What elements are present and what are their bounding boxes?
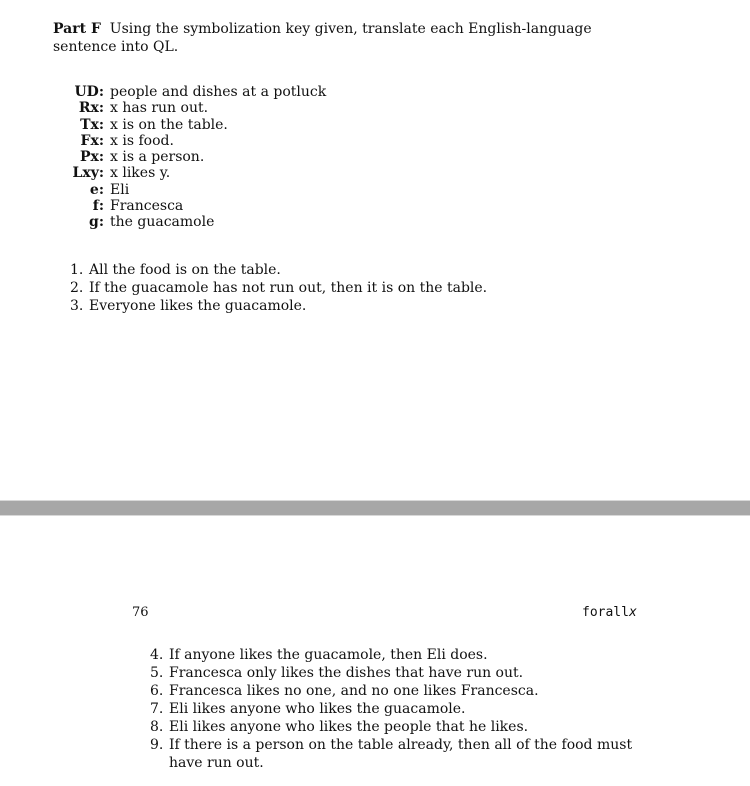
key-symbol: Rx: <box>78 100 104 117</box>
key-meaning: x is a person. <box>110 149 205 166</box>
item-number: 5. <box>150 665 164 681</box>
list-item <box>150 700 650 718</box>
key-row <box>60 214 326 230</box>
key-row <box>60 165 326 181</box>
key-symbol: Px: <box>79 149 104 166</box>
key-symbol: f: <box>92 198 104 215</box>
key-row <box>60 149 326 165</box>
item-number: 1. <box>70 262 84 278</box>
page-divider <box>0 500 750 516</box>
key-symbol: e: <box>89 181 104 198</box>
key-row <box>60 84 326 100</box>
key-row <box>60 198 326 214</box>
key-meaning: Eli <box>110 181 130 198</box>
item-number: 2. <box>70 280 84 296</box>
key-row <box>60 182 326 198</box>
list-item <box>70 279 487 297</box>
instruction-text: Using the symbolization key given, translate each English-language sentence into QL. <box>53 21 592 55</box>
page-bottom <box>0 516 750 786</box>
item-number: 9. <box>150 737 164 753</box>
key-meaning: people and dishes at a potluck <box>110 84 327 100</box>
item-text: Everyone likes the guacamole. <box>89 298 307 314</box>
running-head-text: forall <box>582 605 629 620</box>
running-head <box>582 605 637 620</box>
item-text: If there is a person on the table already, then all of the food must have run out. <box>169 737 633 771</box>
list-item <box>150 646 650 664</box>
key-meaning: x is on the table. <box>110 116 228 133</box>
list-item <box>150 718 650 736</box>
part-heading: Part F <box>53 21 101 37</box>
item-text: If anyone likes the guacamole, then Eli does. <box>169 647 488 663</box>
item-number: 3. <box>70 298 84 314</box>
key-meaning: Francesca <box>110 198 184 215</box>
key-meaning: x is food. <box>110 132 174 149</box>
key-meaning: the guacamole <box>110 214 215 231</box>
instruction-paragraph <box>53 20 593 56</box>
chi-symbol: x <box>628 605 637 620</box>
key-symbol: Lxy: <box>72 165 104 182</box>
item-text: Francesca likes no one, and no one likes Francesca. <box>169 683 539 699</box>
exercise-list-continued <box>150 646 650 772</box>
key-symbol: UD: <box>74 84 104 100</box>
key-row <box>60 133 326 149</box>
page-number: 76 <box>132 605 149 620</box>
item-text: Francesca only likes the dishes that have run out. <box>169 665 524 681</box>
item-text: Eli likes anyone who likes the people that he likes. <box>169 719 529 735</box>
list-item <box>150 736 650 772</box>
key-symbol: Tx: <box>80 116 104 133</box>
item-text: All the food is on the table. <box>89 262 281 278</box>
key-meaning: x likes y. <box>110 165 171 182</box>
key-symbol: Fx: <box>80 132 104 149</box>
item-text: Eli likes anyone who likes the guacamole. <box>169 701 466 717</box>
item-number: 8. <box>150 719 164 735</box>
key-row <box>60 117 326 133</box>
list-item <box>70 261 487 279</box>
key-meaning: x has run out. <box>110 100 209 117</box>
symbolization-key <box>60 84 326 231</box>
item-number: 7. <box>150 701 164 717</box>
item-text: If the guacamole has not run out, then it is on the table. <box>89 280 488 296</box>
item-number: 6. <box>150 683 164 699</box>
exercise-list <box>70 261 487 315</box>
item-number: 4. <box>150 647 164 663</box>
list-item <box>150 664 650 682</box>
list-item <box>70 297 487 315</box>
list-item <box>150 682 650 700</box>
key-row <box>60 100 326 116</box>
key-symbol: g: <box>89 214 104 231</box>
